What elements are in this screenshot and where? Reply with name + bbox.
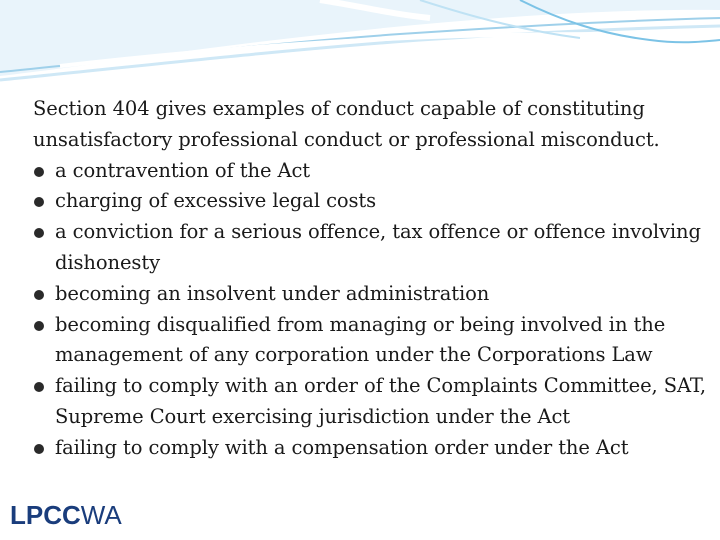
list-item xyxy=(33,156,713,187)
conduct-list xyxy=(33,156,713,464)
list-item xyxy=(33,310,713,372)
bullet-icon xyxy=(34,197,44,207)
list-item-text: a contravention of the Act xyxy=(55,158,311,182)
list-item xyxy=(33,186,713,217)
bullet-icon xyxy=(34,321,44,331)
logo-text-light: WA xyxy=(80,500,122,530)
lpcc-wa-logo xyxy=(10,500,122,530)
bullet-icon xyxy=(34,228,44,238)
list-item xyxy=(33,371,713,433)
list-item-text: failing to comply with a compensation order under the Act xyxy=(55,435,629,459)
list-item-text: charging of excessive legal costs xyxy=(55,189,377,213)
list-item xyxy=(33,217,713,279)
bullet-icon xyxy=(34,167,44,177)
list-item-text: becoming an insolvent under administration xyxy=(55,281,490,305)
bullet-icon xyxy=(34,290,44,300)
bullet-icon xyxy=(34,382,44,392)
list-item-text: becoming disqualified from managing or being involved in the management of any corporation under the Corporations Law xyxy=(55,312,666,367)
intro-paragraph: Section 404 gives examples of conduct capable of constituting unsatisfactory professional conduct or professional misconduct. xyxy=(33,97,660,151)
slide-body xyxy=(33,94,713,464)
header-wave-decoration xyxy=(0,0,720,90)
list-item xyxy=(33,433,713,464)
bullet-icon xyxy=(34,444,44,454)
logo-text-bold: LPCC xyxy=(10,500,81,530)
list-item-text: a conviction for a serious offence, tax offence or offence involving dishonesty xyxy=(55,220,701,274)
list-item xyxy=(33,279,713,310)
list-item-text: failing to comply with an order of the Complaints Committee, SAT, Supreme Court exercising jurisdiction under the Act xyxy=(55,374,707,428)
